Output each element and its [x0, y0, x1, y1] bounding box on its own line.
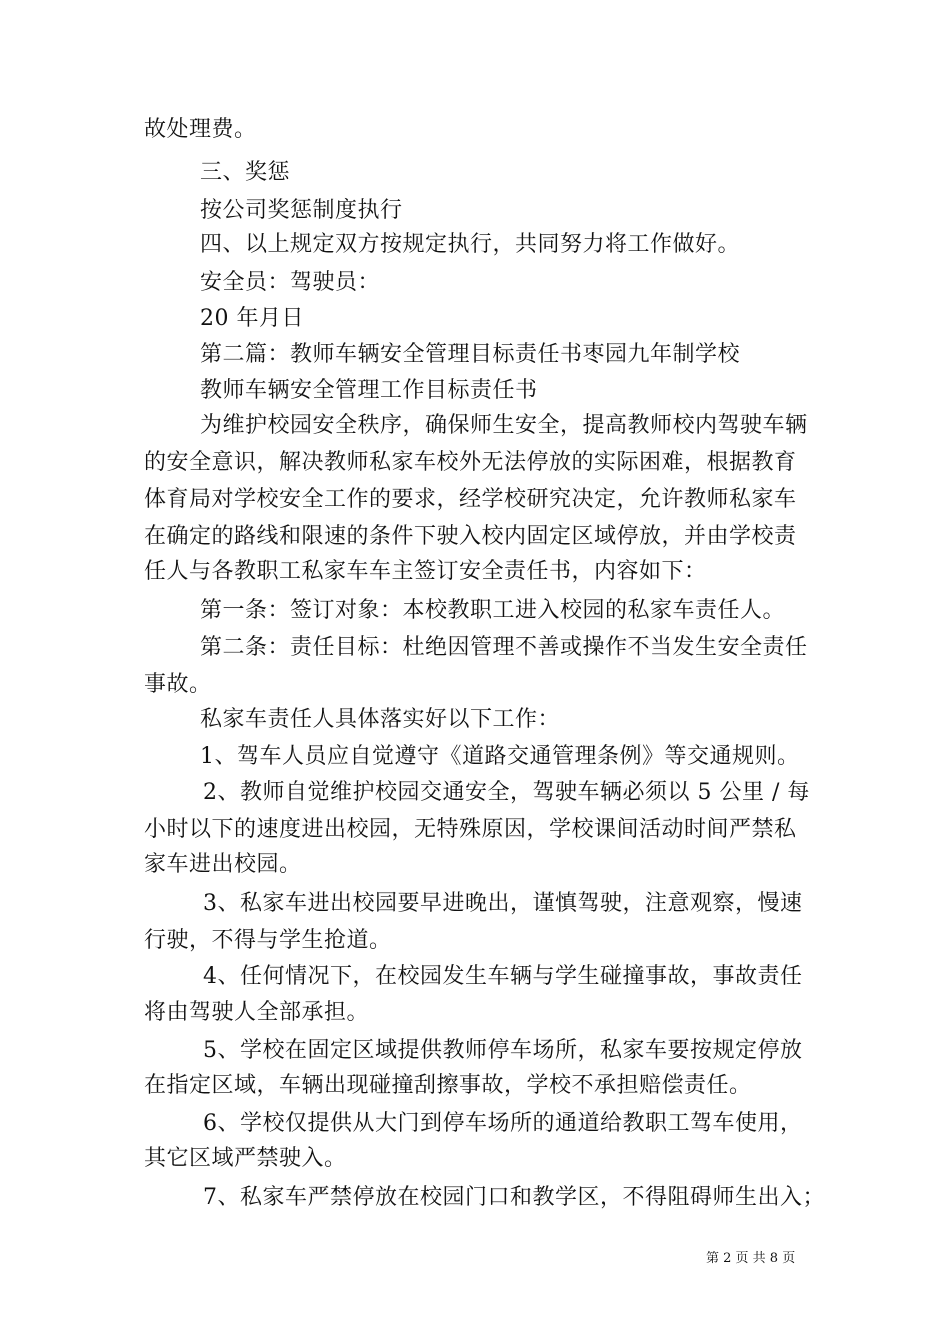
paragraph-line: 为维护校园安全秩序，确保师生安全，提高教师校内驾驶车辆 — [200, 413, 808, 438]
paragraph-line: 其它区域严禁驶入。 — [144, 1146, 347, 1171]
list-item: 1、驾车人员应自觉遵守《道路交通管理条例》等交通规则。 — [200, 744, 800, 769]
list-item: 7、私家车严禁停放在校园门口和教学区，不得阻碍师生出入； — [203, 1185, 825, 1210]
paragraph-line: 的安全意识，解决教师私家车校外无法停放的实际困难，根据教育 — [144, 450, 797, 475]
paragraph-line: 体育局对学校安全工作的要求，经学校研究决定，允许教师私家车 — [144, 487, 797, 512]
section-heading: 三、奖惩 — [200, 160, 291, 185]
paragraph-line: 故处理费。 — [144, 117, 257, 142]
paragraph-line: 小时以下的速度进出校园，无特殊原因，学校课间活动时间严禁私 — [144, 817, 797, 842]
paragraph-line: 家车进出校园。 — [144, 852, 302, 877]
list-item: 4、任何情况下，在校园发生车辆与学生碰撞事故，事故责任 — [203, 964, 803, 989]
document-title: 教师车辆安全管理工作目标责任书 — [200, 378, 538, 403]
page-number: 第 2 页 共 8 页 — [706, 1251, 796, 1266]
list-item: 5、学校在固定区域提供教师停车场所，私家车要按规定停放 — [203, 1038, 803, 1063]
paragraph-line: 第一条：签订对象：本校教职工进入校园的私家车责任人。 — [200, 598, 786, 623]
paragraph-line: 事故。 — [144, 672, 212, 697]
paragraph-line: 将由驾驶人全部承担。 — [144, 1000, 370, 1025]
paragraph-line: 第二条：责任目标：杜绝因管理不善或操作不当发生安全责任 — [200, 635, 808, 660]
paragraph-line: 任人与各教职工私家车车主签订安全责任书，内容如下： — [144, 559, 707, 584]
list-item: 2、教师自觉维护校园交通安全，驾驶车辆必须以 5 公里 / 每 — [203, 780, 810, 805]
chapter-title: 第二篇：教师车辆安全管理目标责任书枣园九年制学校 — [200, 342, 741, 367]
paragraph-line: 行驶，不得与学生抢道。 — [144, 928, 392, 953]
date-line: 20 年月日 — [200, 306, 304, 331]
list-item: 6、学校仅提供从大门到停车场所的通道给教职工驾车使用， — [203, 1111, 803, 1136]
paragraph-line: 四、以上规定双方按规定执行，共同努力将工作做好。 — [200, 232, 741, 257]
list-item: 3、私家车进出校园要早进晚出，谨慎驾驶，注意观察，慢速 — [203, 891, 803, 916]
paragraph-line: 按公司奖惩制度执行 — [200, 198, 403, 223]
paragraph-line: 在指定区域，车辆出现碰撞刮擦事故，学校不承担赔偿责任。 — [144, 1073, 752, 1098]
paragraph-line: 在确定的路线和限速的条件下驶入校内固定区域停放，并由学校责 — [144, 524, 797, 549]
paragraph-line: 私家车责任人具体落实好以下工作： — [200, 707, 561, 732]
signature-line: 安全员：驾驶员： — [200, 270, 381, 295]
